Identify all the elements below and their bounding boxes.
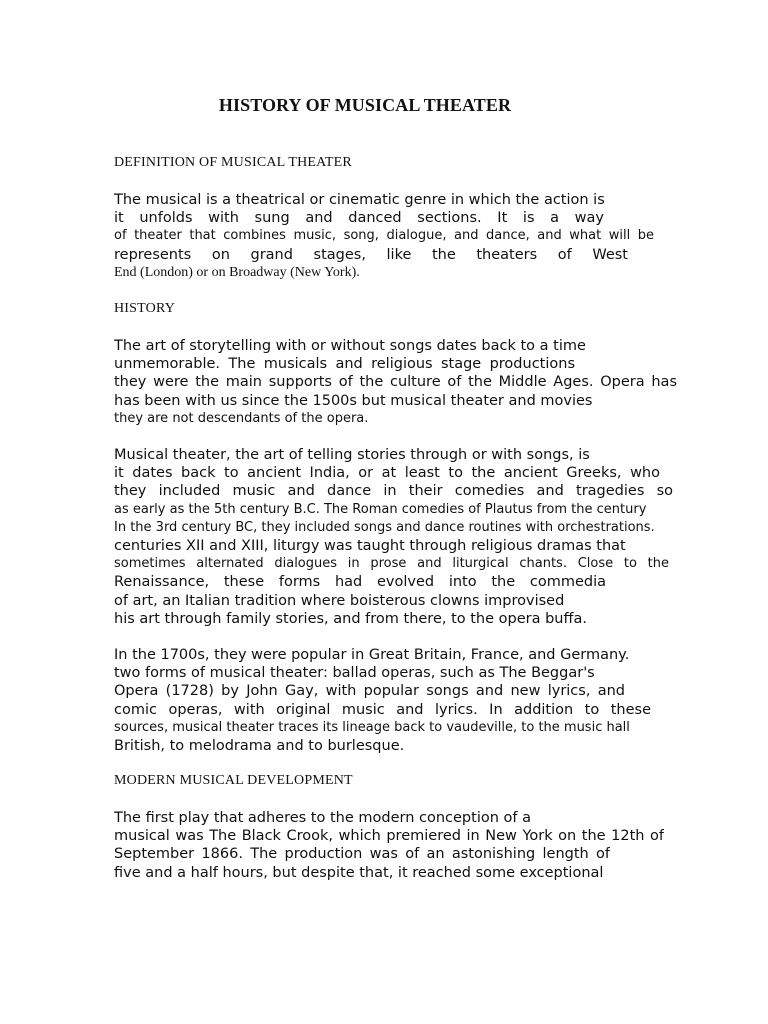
history-heading: HISTORY xyxy=(114,301,176,316)
text-line: two forms of musical theater: ballad operas, such as The Beggar's xyxy=(114,665,595,682)
text-line: The first play that adheres to the modern conception of a xyxy=(114,810,531,826)
text-line: has been with us since the 1500s but musical theater and movies xyxy=(114,392,593,409)
text-line: In the 3rd century BC, they included songs and dance routines with orchestrations. xyxy=(114,519,655,535)
definition-heading: DEFINITION OF MUSICAL THEATER xyxy=(114,155,352,170)
definition-paragraph xyxy=(114,191,694,282)
text-line: Musical theater, the art of telling stories through or with songs, is xyxy=(114,447,590,463)
history-paragraph-1 xyxy=(114,337,694,428)
text-line: musical was The Black Crook, which premiered in New York on the 12th of xyxy=(114,828,664,845)
text-line: comic operas, with original music and lyrics. In addition to these xyxy=(114,701,651,718)
modern-paragraph-1 xyxy=(114,809,694,882)
text-line: as early as the 5th century B.C. The Roman comedies of Plautus from the century xyxy=(114,501,647,517)
text-line: Opera (1728) by John Gay, with popular songs and new lyrics, and xyxy=(114,683,625,700)
text-line: they are not descendants of the opera. xyxy=(114,410,369,426)
modern-development-heading: MODERN MUSICAL DEVELOPMENT xyxy=(114,773,353,788)
text-line: The art of storytelling with or without songs dates back to a time xyxy=(114,338,586,354)
text-line: it dates back to ancient India, or at least to the ancient Greeks, who xyxy=(114,465,660,482)
text-line: Renaissance, these forms had evolved into the commedia xyxy=(114,574,606,591)
history-paragraph-3 xyxy=(114,646,694,755)
text-line: represents on grand stages, like the theaters of West xyxy=(114,246,628,263)
text-line: British, to melodrama and to burlesque. xyxy=(114,737,405,754)
text-line: his art through family stories, and from there, to the opera buffa. xyxy=(114,610,587,627)
text-line: The musical is a theatrical or cinematic genre in which the action is xyxy=(114,192,605,208)
text-line: centuries XII and XIII, liturgy was taught through religious dramas that xyxy=(114,537,626,554)
text-line: they included music and dance in their comedies and tragedies so xyxy=(114,483,673,500)
text-line: sources, musical theater traces its lineage back to vaudeville, to the music hall xyxy=(114,719,630,735)
text-line: of theater that combines music, song, dialogue, and dance, and what will be xyxy=(114,228,654,244)
document-title: HISTORY OF MUSICAL THEATER xyxy=(218,95,512,115)
text-line: unmemorable. The musicals and religious stage productions xyxy=(114,356,575,373)
text-line: they were the main supports of the culture of the Middle Ages. Opera has xyxy=(114,374,677,391)
text-line: September 1866. The production was of an astonishing length of xyxy=(114,846,610,863)
text-line: End (London) or on Broadway (New York). xyxy=(114,264,360,280)
history-paragraph-2 xyxy=(114,446,694,628)
text-line: it unfolds with sung and danced sections. It is a way xyxy=(114,210,604,227)
text-line: In the 1700s, they were popular in Great Britain, France, and Germany. xyxy=(114,647,630,663)
text-line: sometimes alternated dialogues in prose and liturgical chants. Close to the xyxy=(114,556,669,572)
text-line: five and a half hours, but despite that, it reached some exceptional xyxy=(114,864,604,881)
text-line: of art, an Italian tradition where boisterous clowns improvised xyxy=(114,592,565,609)
